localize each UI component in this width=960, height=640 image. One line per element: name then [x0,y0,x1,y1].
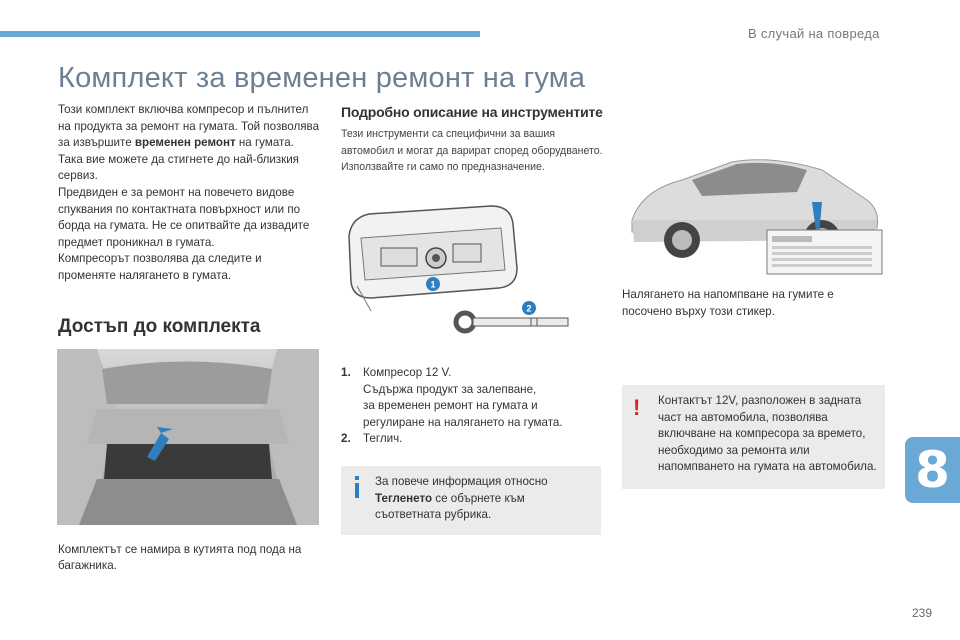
info-text-bold: Тегленето [375,491,433,505]
tool-list-item [341,382,603,399]
tools-intro: Тези инструменти са специфични за вашия автомобил и могат да варират според оборудването. Използвайте ги само по предназначение. [341,128,603,173]
tool-list-item [341,415,603,432]
trunk-caption: Комплектът се намира в кутията под пода на багажника. [58,543,302,572]
tools-heading: Подробно описание на инструментите [341,104,603,120]
tool-list [341,365,603,448]
trunk-photo [57,349,319,525]
tools-illustration [341,196,603,346]
intro-text [58,102,320,285]
tool-item-number: 2. [341,432,351,446]
page-number: 239 [912,606,933,620]
tool-list-item [341,398,603,415]
tool-item-text: Компресор 12 V. [363,366,452,379]
tool-item-number [341,415,363,432]
intro-p1-bold: временен ремонт [134,136,236,150]
tool-item-text: регулиране на налягането на гумата. [363,415,563,429]
warning-box [622,385,885,489]
access-heading: Достъп до комплекта [58,316,261,337]
warning-icon: ! [633,395,641,420]
callout-1-label: 1 [430,279,436,290]
page-title: Комплект за временен ремонт на гума [58,62,586,94]
tool-item-text: за временен ремонт на гумата и [363,399,538,413]
chapter-tab [905,437,960,503]
pressure-caption: Налягането на напомпване на гумите е посочено върху този стикер. [622,288,834,318]
info-text-b: се обърнете към съответната рубрика. [375,491,525,522]
info-box [341,466,601,535]
intro-p4: Компресорът позволява да следите и променяте налягането в гумата. [58,252,262,282]
tool-item-text: Съдържа продукт за залепване, [363,382,537,396]
tool-list-item [341,431,603,448]
warning-text: Контактът 12V, разположен в задната част на автомобила, позволява включване на компресора за времето, необходимо за ремонта или напомпването на гумата на автомобила. [658,394,877,474]
info-text [375,474,593,524]
intro-p1-b: на гумата. [235,136,294,150]
intro-p1-a: Този комплект включва компресор и пълнител на продукта за ремонт на гумата. Той позволява за извършите [58,103,320,150]
header-accent-bar [0,31,480,37]
tool-item-number: 1. [341,366,351,379]
tool-list-item [341,365,603,382]
callout-2-label: 2 [526,303,532,314]
tool-item-text: Теглич. [363,432,403,446]
tool-item-number [341,398,363,415]
car-photo [622,150,884,276]
callout-2-badge [522,301,536,315]
towing-eye-illustration [456,313,568,331]
intro-p3: Предвиден е за ремонт на повечето видове спуквания по контактната повърхност или по борда на гумата. Не се опитвайте да извадите предмет проникнал в гумата. [58,185,310,249]
intro-p2: Така вие можете да стигнете до най-близкия сервиз. [58,152,299,183]
section-label: В случай на повреда [748,26,880,41]
callout-1-badge [426,277,440,291]
chapter-number: 8 [915,441,950,499]
info-icon [352,476,362,498]
info-text-a: За повече информация относно [375,475,548,488]
tool-item-number [341,382,363,399]
